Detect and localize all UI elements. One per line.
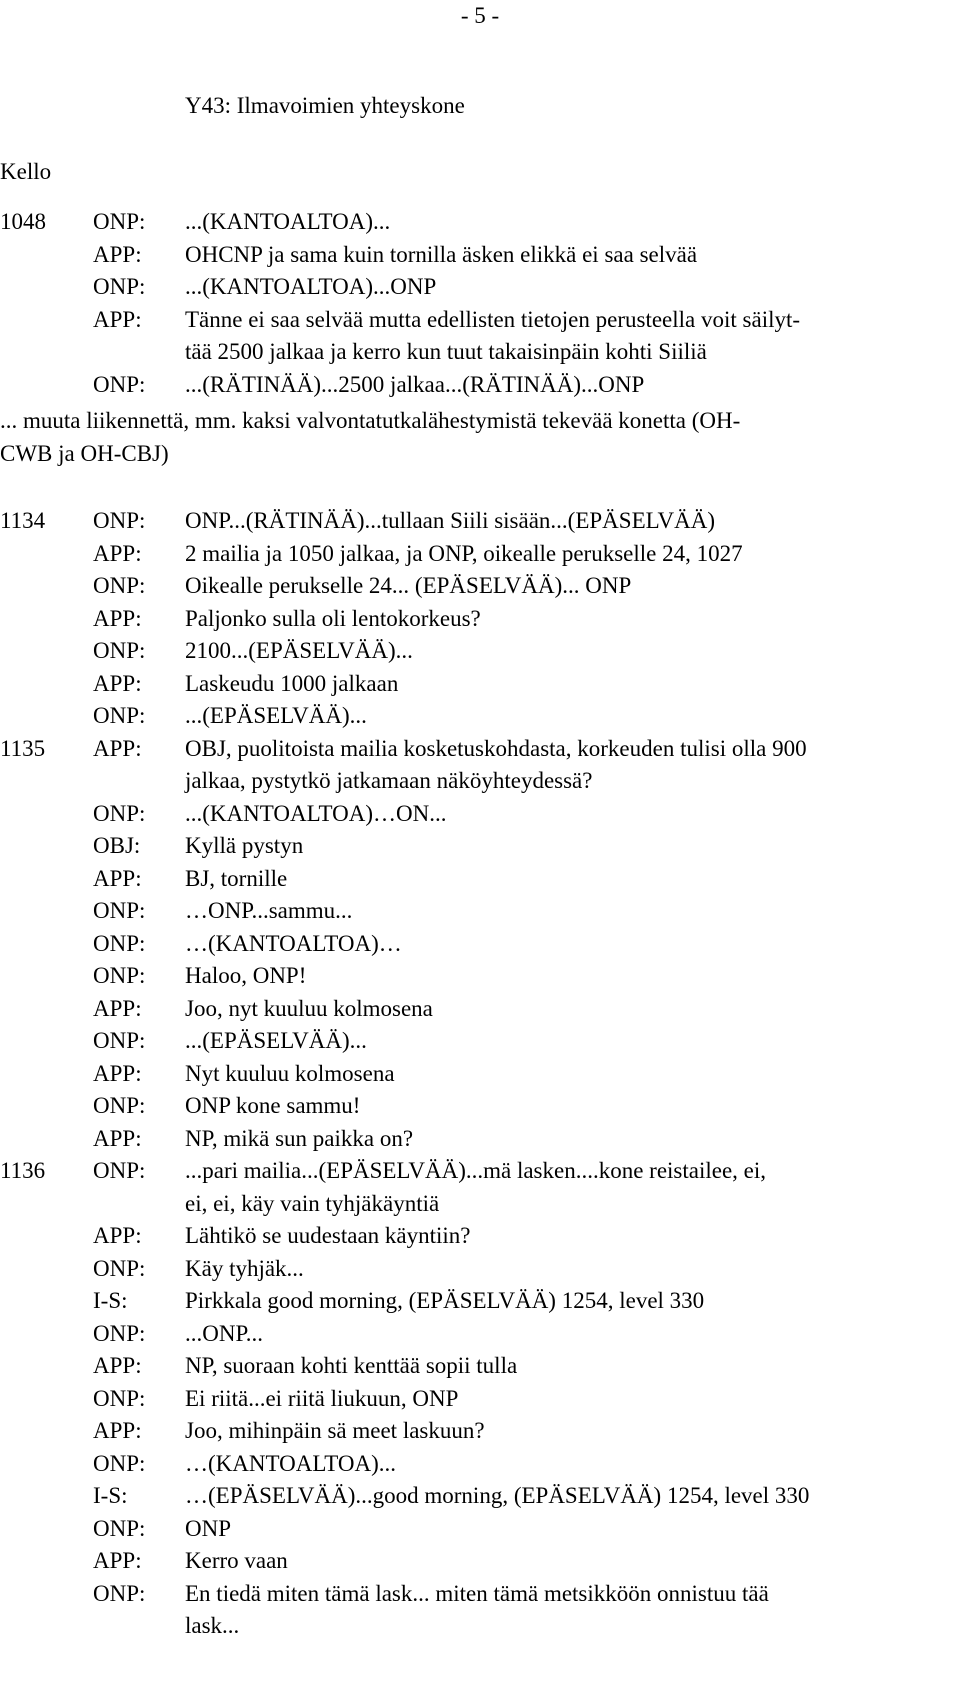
utterance-text: lask... [185,1613,240,1638]
utterance-text: tää 2500 jalkaa ja kerro kun tuut takaisinpäin kohti Siiliä [185,339,707,364]
transcript-line [0,863,960,896]
transcript-line [0,570,960,603]
utterance-text: Joo, mihinpäin sä meet laskuun? [185,1418,485,1443]
transcript-line [0,1058,960,1091]
utterance-text: …ONP...sammu... [185,898,353,923]
speaker-label: ONP: [93,209,146,234]
transcript-line [0,1025,960,1058]
speaker-label: ONP: [93,573,146,598]
transcript-line [0,700,960,733]
transcript-line [0,1513,960,1546]
utterance-text: ...(EPÄSELVÄÄ)... [185,703,367,728]
utterance-text: Tänne ei saa selvää mutta edellisten tietojen perusteella voit säilyt- [185,306,801,332]
time-column-header: Kello [0,159,52,184]
utterance-text: Käy tyhjäk... [185,1255,304,1281]
utterance-text: …(EPÄSELVÄÄ)...good morning, (EPÄSELVÄÄ) 1254, level 330 [185,1483,810,1508]
speaker-label: ONP: [93,1450,146,1476]
speaker-label: APP: [93,605,142,631]
transcript-block-2 [0,505,960,1643]
speaker-label: I-S: [93,1483,128,1508]
utterance-text: Oikealle perukselle 24... (EPÄSELVÄÄ)... ONP [185,573,632,598]
utterance-text: Laskeudu 1000 jalkaan [185,670,399,696]
timestamp: 1135 [0,735,46,761]
transcript-line [0,1090,960,1123]
transcript-line [0,336,960,369]
transcript-line [0,1253,960,1286]
transcript-line [0,1285,960,1318]
speaker-label: OBJ: [93,833,141,858]
transcript-line [0,895,960,928]
utterance-text: Haloo, ONP! [185,963,307,988]
utterance-text: Pirkkala good morning, (EPÄSELVÄÄ) 1254, level 330 [185,1288,705,1313]
transcript-line [0,239,960,272]
speaker-label: ONP: [93,1320,146,1346]
utterance-text: En tiedä miten tämä lask... miten tämä metsikköön onnistuu tää [185,1580,769,1606]
utterance-text: NP, suoraan kohti kenttää sopii tulla [185,1353,518,1378]
transcript-block-1 [0,206,960,401]
utterance-text: BJ, tornille [185,865,288,891]
transcript-line [0,993,960,1026]
utterance-text: ei, ei, käy vain tyhjäkäyntiä [185,1190,440,1216]
speaker-label: APP: [93,1353,142,1378]
traffic-note-line-2: CWB ja OH-CBJ) [0,441,169,466]
utterance-text: Joo, nyt kuuluu kolmosena [185,995,433,1021]
transcript-line [0,1318,960,1351]
speaker-label: APP: [93,865,142,891]
speaker-label: APP: [93,1223,142,1248]
transcript-line [0,1578,960,1611]
transcript-line [0,1610,960,1643]
speaker-label: APP: [93,1548,142,1573]
speaker-label: ONP: [93,930,146,956]
transcript-line [0,1188,960,1221]
speaker-label: ONP: [93,1255,146,1281]
transcript-line [0,1220,960,1253]
utterance-text: ...(KANTOALTOA)... [185,209,391,234]
speaker-label: APP: [93,1060,142,1086]
speaker-label: ONP: [93,638,146,663]
transcript-line [0,765,960,798]
speaker-label: ONP: [93,371,146,397]
page-number: - 5 - [460,3,500,28]
speaker-label: APP: [93,1125,142,1151]
speaker-label: APP: [93,670,142,696]
utterance-text: …(KANTOALTOA)... [185,1450,397,1476]
transcript-line [0,830,960,863]
utterance-text: Nyt kuuluu kolmosena [185,1060,395,1086]
speaker-label: ONP: [93,1028,146,1053]
speaker-label: ONP: [93,1580,146,1606]
utterance-text: ONP...(RÄTINÄÄ)...tullaan Siili sisään...(EPÄSELVÄÄ) [185,508,716,533]
document-title: Y43: Ilmavoimien yhteyskone [185,93,465,118]
utterance-text: NP, mikä sun paikka on? [185,1125,414,1151]
timestamp: 1134 [0,508,46,533]
timestamp: 1136 [0,1158,46,1183]
utterance-text: ...ONP... [185,1320,263,1346]
utterance-text: 2100...(EPÄSELVÄÄ)... [185,638,413,663]
utterance-text: ONP kone sammu! [185,1093,361,1118]
transcript-line [0,1545,960,1578]
utterance-text: …(KANTOALTOA)… [185,930,402,956]
transcript-line [0,271,960,304]
timestamp: 1048 [0,209,46,234]
speaker-label: I-S: [93,1288,128,1313]
transcript-line [0,304,960,337]
transcript-line [0,206,960,239]
utterance-text: ...(RÄTINÄÄ)...2500 jalkaa...(RÄTINÄÄ)...ONP [185,371,645,397]
utterance-text: ...(EPÄSELVÄÄ)... [185,1028,367,1053]
transcript-line [0,668,960,701]
utterance-text: OBJ, puolitoista mailia kosketuskohdasta, korkeuden tulisi olla 900 [185,735,807,761]
speaker-label: ONP: [93,274,146,299]
transcript-line [0,733,960,766]
utterance-text: ...pari mailia...(EPÄSELVÄÄ)...mä lasken....kone reistailee, ei, [185,1158,767,1183]
speaker-label: ONP: [93,1515,146,1541]
transcript-line [0,538,960,571]
transcript-line [0,1448,960,1481]
transcript-line [0,798,960,831]
speaker-label: ONP: [93,898,146,923]
utterance-text: OHCNP ja sama kuin tornilla äsken elikkä ei saa selvää [185,241,698,267]
utterance-text: Ei riitä...ei riitä liukuun, ONP [185,1385,459,1411]
transcript-line [0,1155,960,1188]
speaker-label: ONP: [93,508,146,533]
utterance-text: Lähtikö se uudestaan käyntiin? [185,1223,471,1248]
utterance-text: ...(KANTOALTOA)...ONP [185,274,437,299]
transcript-line [0,505,960,538]
speaker-label: APP: [93,306,142,332]
speaker-label: APP: [93,241,142,267]
utterance-text: ...(KANTOALTOA)…ON... [185,800,447,826]
transcript-line [0,1480,960,1513]
utterance-text: Paljonko sulla oli lentokorkeus? [185,605,481,631]
utterance-text: Kyllä pystyn [185,833,304,858]
utterance-text: Kerro vaan [185,1548,288,1573]
transcript-line [0,1415,960,1448]
transcript-line [0,1350,960,1383]
speaker-label: ONP: [93,1158,146,1183]
transcript-line [0,1383,960,1416]
utterance-text: jalkaa, pystytkö jatkamaan näköyhteydessä? [185,768,593,793]
speaker-label: APP: [93,735,142,761]
speaker-label: APP: [93,995,142,1021]
transcript-line [0,635,960,668]
transcript-line [0,928,960,961]
speaker-label: ONP: [93,1385,146,1411]
utterance-text: ONP [185,1515,232,1541]
speaker-label: ONP: [93,1093,146,1118]
transcript-line [0,369,960,402]
speaker-label: ONP: [93,800,146,826]
speaker-label: APP: [93,1418,142,1443]
transcript-line [0,1123,960,1156]
speaker-label: ONP: [93,963,146,988]
transcript-line [0,603,960,636]
utterance-text: 2 mailia ja 1050 jalkaa, ja ONP, oikealle perukselle 24, 1027 [185,540,743,566]
traffic-note-line-1: ... muuta liikennettä, mm. kaksi valvontatutkalähestymistä tekevää konetta (OH- [0,408,741,433]
speaker-label: ONP: [93,703,146,728]
speaker-label: APP: [93,540,142,566]
transcript-line [0,960,960,993]
